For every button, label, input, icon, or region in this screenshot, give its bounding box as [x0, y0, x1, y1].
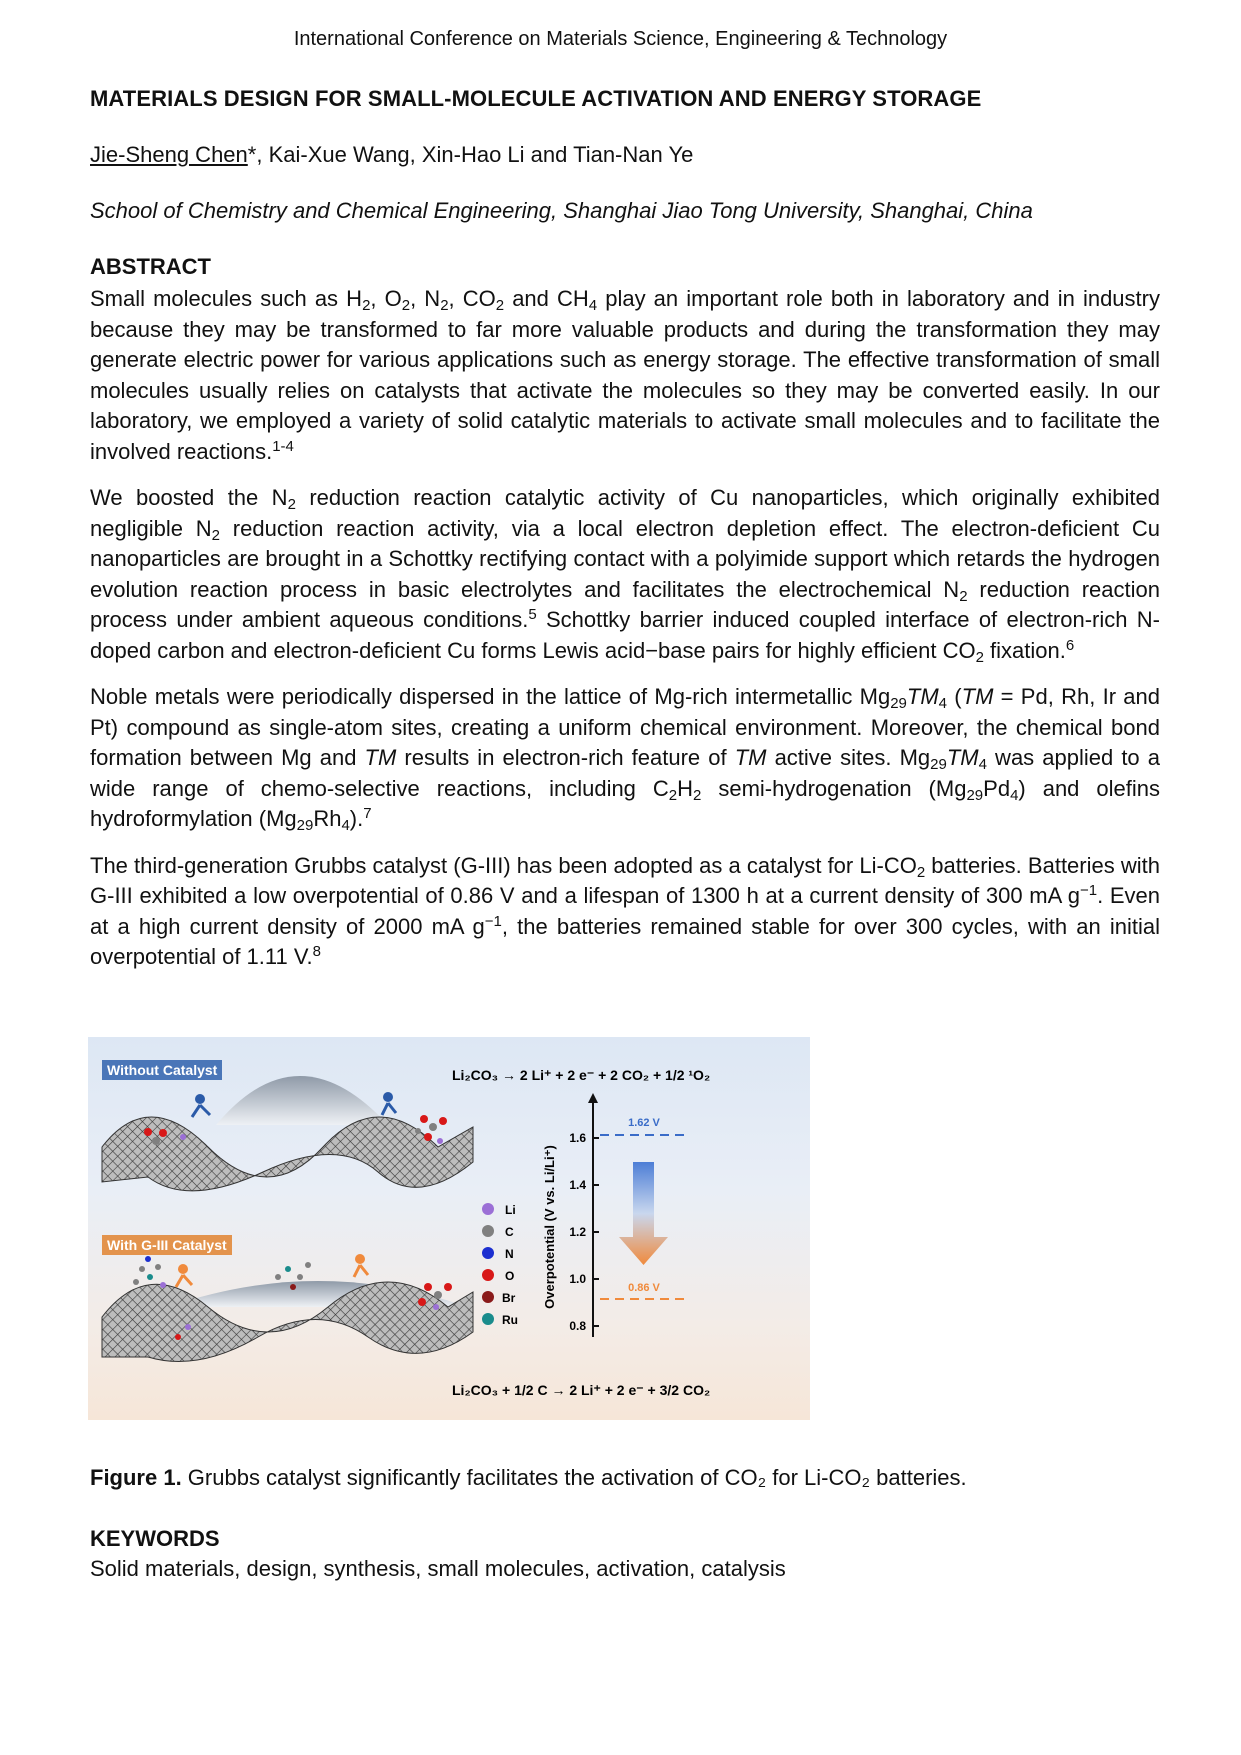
level-label-high: 1.62 V: [628, 1117, 660, 1129]
keywords-list: Solid materials, design, synthesis, small molecules, activation, catalysis: [90, 1556, 786, 1581]
tick-label: 1.2: [569, 1225, 586, 1239]
tick-label: 0.8: [569, 1319, 586, 1333]
figure-illustration: [88, 1037, 810, 1420]
element-legend: [482, 1203, 518, 1327]
abstract-paragraph-3: Noble metals were periodically dispersed in the lattice of Mg-rich intermetallic $Mg_{29}TM_4$ (TM = Pd, Rh, Ir and Pt) compound as single-atom sites, creating a uniform chemical environment. Moreover, the chemical bond formation between Mg and TM results in electron-rich feature of TM active sites. $Mg_{29}TM_4$ was applied to a wide range of chemo-selective reactions, including $C_2H_2$ semi-hydrogenation $(Mg_{29}Pd_4)$ and olefins hydroformylation $(Mg_{29}Rh_4).^7$: [90, 684, 1161, 834]
y-axis-arrowhead: [588, 1093, 598, 1103]
legend-swatch: [482, 1269, 494, 1281]
level-label-low: 0.86 V: [628, 1282, 660, 1294]
running-header: International Conference on Materials Science, Engineering & Technology: [293, 28, 948, 50]
overpotential-drop-arrow: [619, 1162, 668, 1265]
affiliation: School of Chemistry and Chemical Engineering, Shanghai Jiao Tong University, Shanghai, China: [90, 198, 1033, 223]
tick-label: 1.6: [569, 1131, 586, 1145]
keywords-heading: KEYWORDS: [90, 1526, 220, 1551]
y-axis-label: Overpotential (V vs. Li/Li⁺): [542, 1145, 557, 1309]
reaction-equation-bottom: Li₂CO₃ + 1/2 C → 2 Li⁺ + 2 e⁻ + 3/2 CO₂: [452, 1382, 711, 1398]
legend-swatch: [482, 1225, 494, 1237]
legend-label: Ru: [502, 1313, 518, 1327]
legend-label: C: [505, 1225, 514, 1239]
legend-swatch: [482, 1203, 494, 1215]
abstract-paragraph-2: We boosted the $N_2$ reduction reaction catalytic activity of Cu nanoparticles, which originally exhibited negligible $N_2$ reduction reaction activity, via a local electron depletion effect. The electron-deficient Cu nanoparticles are brought in a Schottky rectifying contact with a polyimide support which retards the hydrogen evolution reaction process in basic electrolytes and facilitates the electrochemical $N_2$ reduction reaction process under ambient aqueous conditions.$^5$ Schottky barrier induced coupled interface of electron-rich N-doped carbon and electron-deficient Cu forms Lewis acid−base pairs for highly efficient $CO_2$ fixation.$^6$: [90, 485, 1161, 666]
reaction-equation-top: Li₂CO₃ → 2 Li⁺ + 2 e⁻ + 2 CO₂ + 1/2 ¹O₂: [452, 1067, 711, 1083]
tag-without-catalyst: Without Catalyst: [102, 1060, 222, 1080]
abstract-heading: ABSTRACT: [90, 254, 211, 279]
energy-barrier-high: [216, 1076, 388, 1125]
tick-label: 1.0: [569, 1272, 586, 1286]
presenting-author: Jie-Sheng Chen: [90, 142, 248, 167]
co-authors: *, Kai-Xue Wang, Xin-Hao Li and Tian-Nan Ye: [247, 142, 694, 167]
paper-body: [90, 86, 1160, 989]
legend-swatch: [482, 1247, 494, 1259]
figure-1-graphic: [88, 1037, 810, 1420]
figure-caption: [90, 1465, 1160, 1491]
paper-title: MATERIALS DESIGN FOR SMALL-MOLECULE ACTIVATION AND ENERGY STORAGE: [90, 86, 982, 111]
legend-swatch: [482, 1313, 494, 1325]
tag-with-catalyst: With G-III Catalyst: [102, 1235, 232, 1255]
abstract-paragraph-4: The third-generation Grubbs catalyst (G-III) has been adopted as a catalyst for $Li-CO_2$ batteries. Batteries with G-III exhibited a low overpotential of 0.86 V and a lifespan of 1300 h at a current density of 300 mA $g^{-1}$. Even at a high current density of 2000 mA $g^{-1}$, the batteries remained stable for over 300 cycles, with an initial overpotential of 1.11 V.$^8$: [90, 852, 1161, 969]
tick-label: 1.4: [569, 1178, 586, 1192]
figure-caption-text: Grubbs catalyst significantly facilitates the activation of CO₂ for Li-CO₂ batteries.: [181, 1465, 967, 1490]
figure-caption-label: Figure 1.: [90, 1465, 182, 1490]
legend-swatch: [482, 1291, 494, 1303]
abstract-paragraph-1: Small molecules such as $H_2$, $O_2$, $N_2$, $CO_2$ and $CH_4$ play an important role both in laboratory and in industry because they may be transformed to far more valuable products and during the transformation they may generate electric power for various applications such as energy storage. The effective transformation of small molecules usually relies on catalysts that activate the molecules so they may be converted easily. In our laboratory, we employed a variety of solid catalytic materials to activate small molecules and to facilitate the involved reactions.$^{1-4}$: [90, 286, 1160, 464]
legend-label: N: [505, 1247, 514, 1261]
legend-label: Li: [505, 1203, 516, 1217]
author-list: [90, 142, 1160, 168]
legend-label: Br: [502, 1291, 516, 1305]
legend-label: O: [505, 1269, 515, 1283]
